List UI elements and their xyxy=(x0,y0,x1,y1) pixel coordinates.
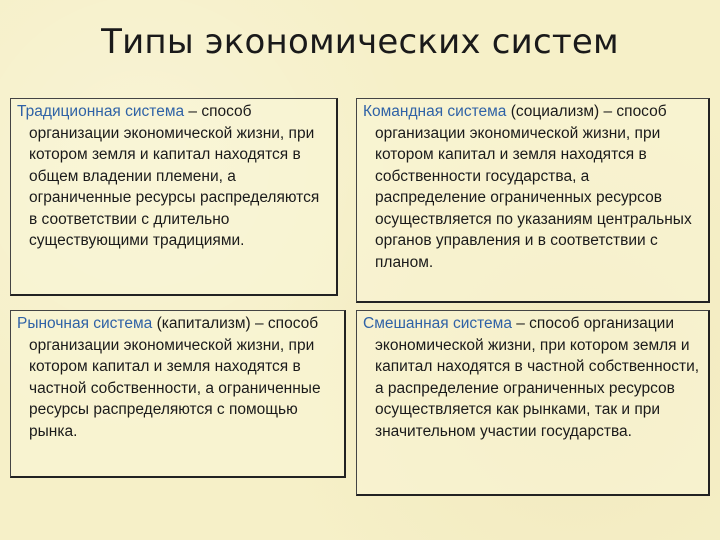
definitions-grid xyxy=(10,98,710,498)
term-label: Рыночная система xyxy=(17,315,153,332)
definition-body: (социализм) – способ организации экономической жизни, при котором капитал и земля находятся в собственности государства, а распределение ограниченных ресурсов осуществляется по указаниям центральных органов управления и в соответствии с планом. xyxy=(375,103,692,271)
definition-text xyxy=(363,101,702,273)
market-system-box xyxy=(10,310,346,478)
definition-body: – способ организации экономической жизни, при котором земля и капитал находятся в общем владении племени, а ограниченные ресурсы распределяются в соответствии с длительно существующими традициями. xyxy=(29,103,320,249)
term-label: Смешанная система xyxy=(363,315,512,332)
term-label: Командная система xyxy=(363,103,507,120)
definition-text xyxy=(17,101,330,252)
definition-text xyxy=(17,313,338,442)
page-title: Типы экономических систем xyxy=(101,22,619,62)
definition-body: (капитализм) – способ организации экономической жизни, при котором капитал и земля находятся в частной собственности, а ограниченные ресурсы распределяются с помощью рынка. xyxy=(29,315,321,440)
command-system-box xyxy=(356,98,710,303)
definition-text xyxy=(363,313,702,442)
definition-body: – способ организации экономической жизни, при котором земля и капитал находятся в частной собственности, а распределение ограниченных ресурсов осуществляется как рынками, так и при значительном участии государства. xyxy=(375,315,700,440)
term-label: Традиционная система xyxy=(17,103,185,120)
mixed-system-box xyxy=(356,310,710,496)
traditional-system-box xyxy=(10,98,338,296)
